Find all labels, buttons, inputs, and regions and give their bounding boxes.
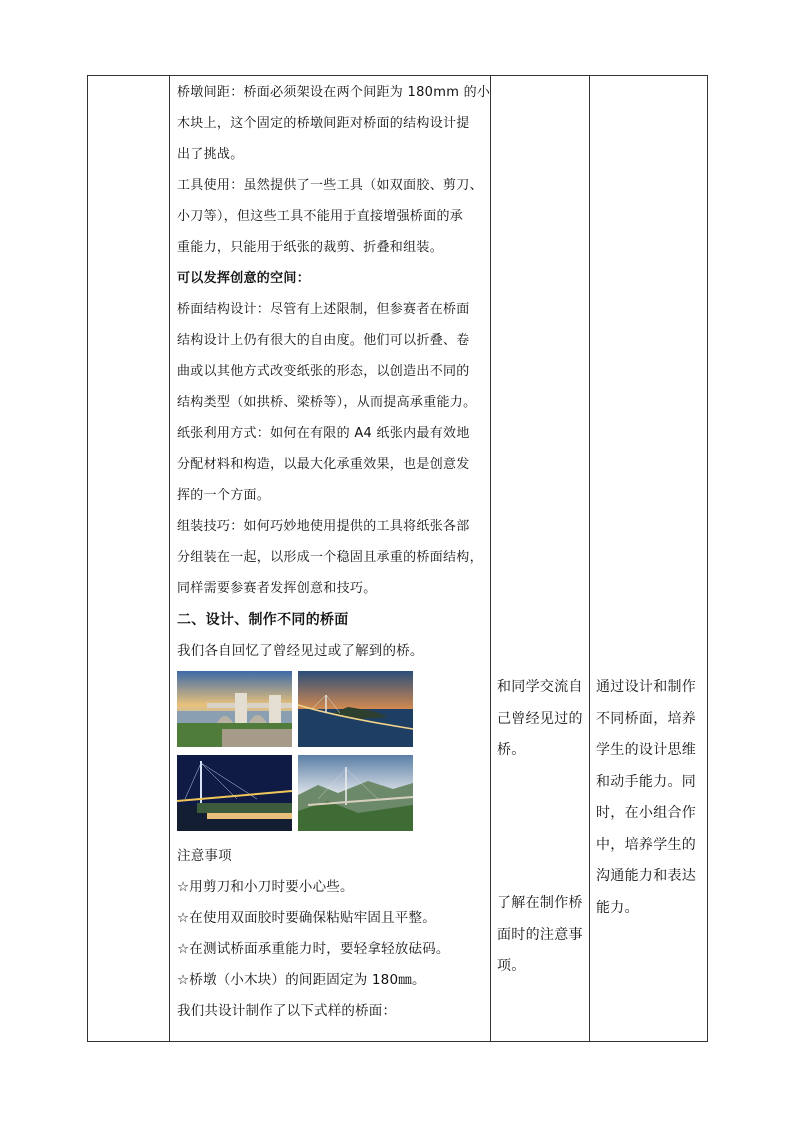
text-line: 组装技巧：如何巧妙地使用提供的工具将纸张各部 — [177, 519, 470, 534]
column-divider — [169, 76, 170, 1041]
text-line: 结构类型（如拱桥、梁桥等），从而提高承重能力。 — [177, 395, 477, 410]
text-line: 己曾经见过的 — [497, 710, 583, 727]
text-line: 通过设计和制作 — [596, 679, 697, 695]
text-line: 分配材料和构造，以最大化承重效果，也是创意发 — [177, 457, 470, 472]
text-line: 小刀等），但这些工具不能用于直接增强桥面的承 — [177, 209, 464, 224]
text-line: 项。 — [497, 958, 526, 974]
cable-stayed-bridge-night-photo — [177, 755, 292, 831]
text-line: 中，培养学生的 — [596, 836, 697, 853]
text-line: 能力。 — [596, 899, 639, 916]
text-line: 了解在制作桥 — [497, 895, 583, 911]
design-intent-block — [596, 672, 706, 924]
text-line: 桥。 — [497, 742, 526, 758]
note-item: ☆在使用双面胶时要确保粘贴牢固且平整。 — [177, 910, 436, 926]
text-line: 和动手能力。同 — [596, 773, 697, 790]
text-line: 沟通能力和表达 — [596, 868, 697, 884]
creative-heading: 可以发挥创意的空间： — [177, 271, 311, 286]
text-line: 重能力，只能用于纸张的裁剪、折叠和组装。 — [177, 240, 444, 255]
note-item: ☆在测试桥面承重能力时，要轻拿轻放砝码。 — [177, 941, 450, 957]
text-line: 桥墩间距：桥面必须架设在两个间距为 180mm 的小 — [177, 85, 491, 100]
text-line: 学生的设计思维 — [596, 742, 697, 758]
note-item: ☆桥墩（小木块）的间距固定为 180㎜。 — [177, 972, 426, 988]
text-line: 纸张利用方式：如何在有限的 A4 纸张内最有效地 — [177, 426, 470, 441]
column-divider — [589, 76, 590, 1041]
text-line: 时，在小组合作 — [596, 805, 697, 821]
teaching-content-column — [177, 76, 493, 1027]
text-line: 面时的注意事 — [497, 926, 583, 943]
text-line: 桥面结构设计：尽管有上述限制，但参赛者在桥面 — [177, 302, 470, 317]
text-line: 工具使用：虽然提供了一些工具（如双面胶、剪刀、 — [177, 178, 483, 193]
bridge-photo-grid — [177, 671, 493, 841]
student-activity-block — [497, 672, 589, 767]
sea-bridge-night-photo — [298, 671, 413, 747]
text-line: 结构设计上仍有很大的自由度。他们可以折叠、卷 — [177, 333, 470, 348]
lesson-table — [87, 75, 708, 1042]
text-line: 曲或以其他方式改变纸张的形态，以创造出不同的 — [177, 364, 470, 379]
notes-heading: 注意事项 — [177, 848, 232, 864]
section-heading: 二、设计、制作不同的桥面 — [177, 612, 349, 628]
recall-line: 我们各自回忆了曾经见过或了解到的桥。 — [177, 643, 424, 659]
text-line: 挥的一个方面。 — [177, 488, 271, 503]
text-line: 同样需要参赛者发挥创意和技巧。 — [177, 581, 377, 596]
mountain-bridge-photo — [298, 755, 413, 831]
note-item: ☆用剪刀和小刀时要小心些。 — [177, 879, 354, 895]
text-line: 不同桥面，培养 — [596, 710, 697, 727]
closing-line: 我们共设计制作了以下式样的桥面： — [177, 1003, 397, 1019]
student-activity-block-2 — [497, 888, 589, 983]
text-line: 和同学交流自 — [497, 679, 583, 695]
text-line: 出了挑战。 — [177, 147, 244, 162]
text-line: 分组装在一起，以形成一个稳固且承重的桥面结构， — [177, 550, 483, 565]
arch-bridge-photo — [177, 671, 292, 747]
text-line: 木块上，这个固定的桥墩间距对桥面的结构设计提 — [177, 116, 470, 131]
